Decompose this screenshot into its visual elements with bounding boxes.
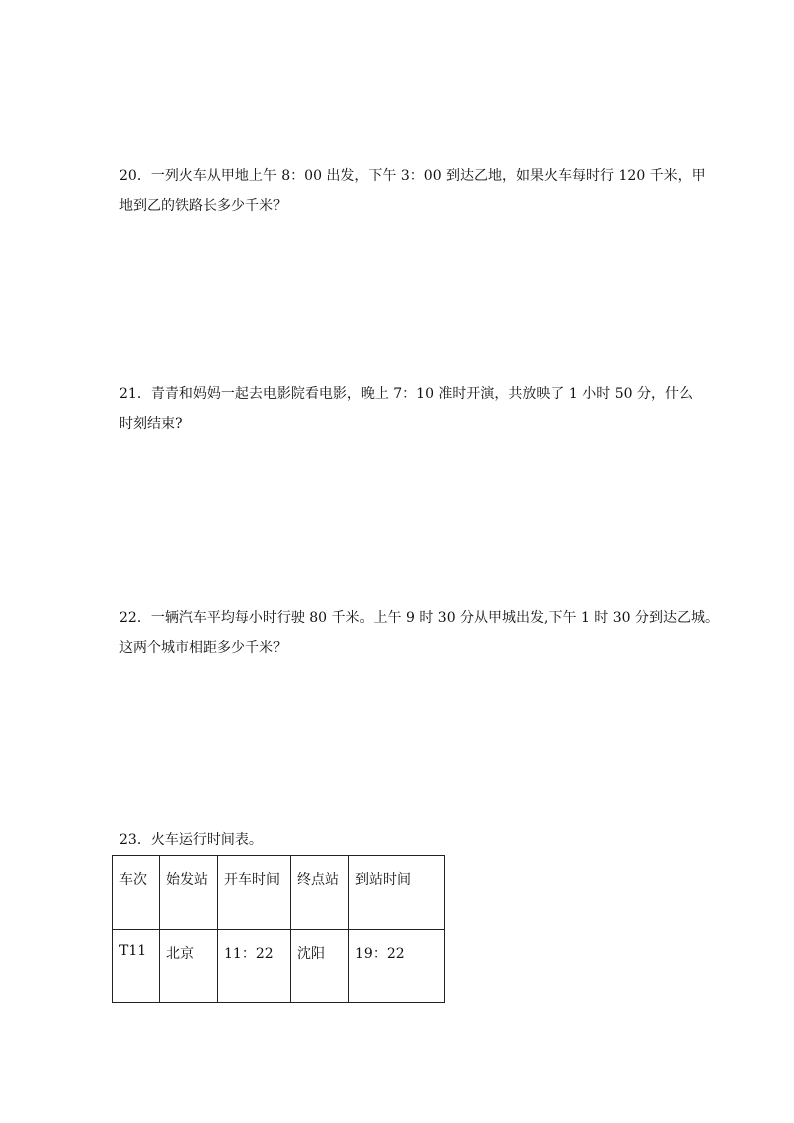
question-20	[119, 161, 706, 221]
question-20-line-2: 地到乙的铁路长多少千米？	[119, 198, 287, 214]
cell-origin-station: 北京	[160, 930, 218, 1003]
cell-arrival-time: 19：22	[349, 930, 445, 1003]
question-21-line-2: 时刻结束?	[119, 416, 183, 432]
question-22	[119, 603, 720, 663]
header-departure-time: 开车时间	[218, 856, 291, 930]
cell-terminal-station: 沈阳	[291, 930, 349, 1003]
header-arrival-time: 到站时间	[349, 856, 445, 930]
train-timetable	[112, 855, 445, 1003]
cell-train-number: T11	[113, 930, 160, 1003]
question-23-title: 23．火车运行时间表。	[119, 832, 263, 848]
cell-departure-time: 11：22	[218, 930, 291, 1003]
header-train-number: 车次	[113, 856, 160, 930]
header-origin-station: 始发站	[160, 856, 218, 930]
question-22-line-1: 22．一辆汽车平均每小时行驶 80 千米。上午 9 时 30 分从甲城出发,下午 1 时 30 分到达乙城。	[119, 610, 720, 626]
question-21-line-1: 21．青青和妈妈一起去电影院看电影，晚上 7：10 准时开演，共放映了 1 小时 50 分，什么	[119, 386, 693, 402]
header-terminal-station: 终点站	[291, 856, 349, 930]
question-22-line-2: 这两个城市相距多少千米？	[119, 640, 287, 656]
question-21	[119, 379, 693, 439]
timetable-data-row	[113, 930, 445, 1003]
timetable-header-row	[113, 856, 445, 930]
question-20-line-1: 20．一列火车从甲地上午 8：00 出发，下午 3：00 到达乙地，如果火车每时行 120 千米，甲	[119, 168, 706, 184]
